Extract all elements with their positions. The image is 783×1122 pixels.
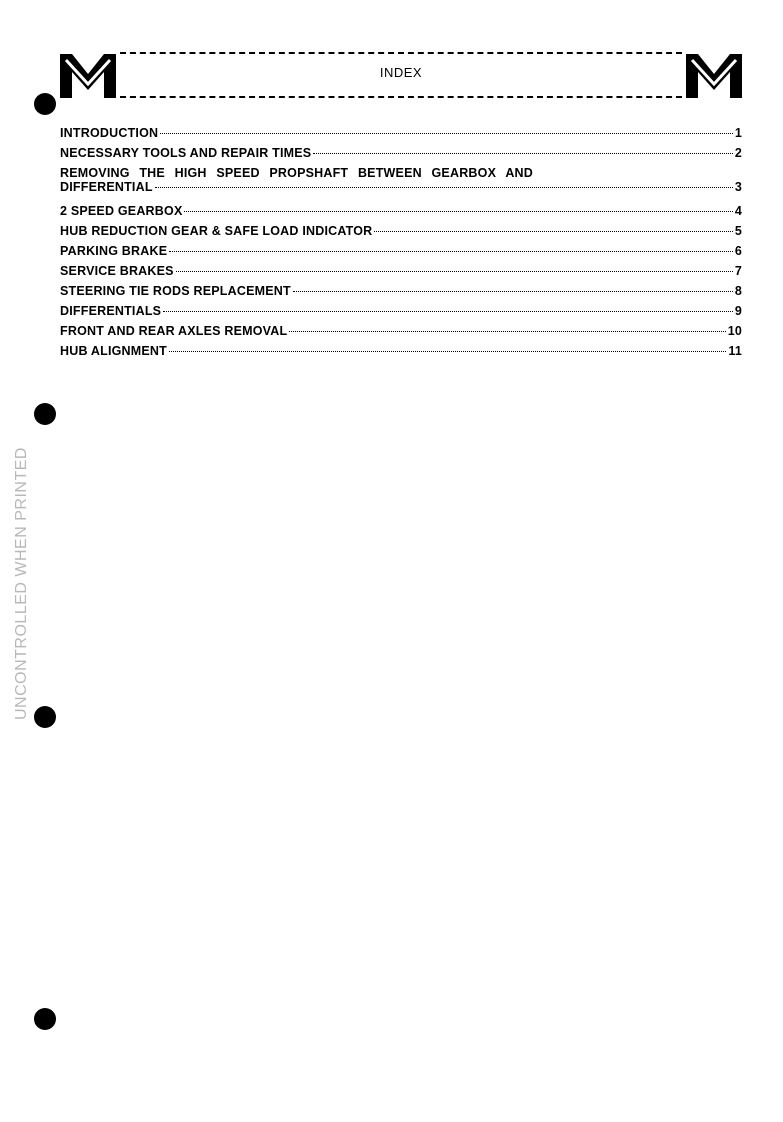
dot-leader: [184, 211, 732, 212]
toc-entry[interactable]: [60, 344, 742, 364]
toc-entry-title: DIFFERENTIALS: [60, 304, 162, 318]
toc-entry-title: SERVICE BRAKES: [60, 264, 174, 278]
manufacturer-logo-icon: [684, 50, 744, 102]
dot-leader: [169, 351, 726, 352]
toc-entry[interactable]: [60, 244, 742, 264]
toc-entry[interactable]: [60, 224, 742, 244]
page-header: [58, 50, 744, 102]
toc-page-number: 11: [728, 344, 742, 358]
toc-page-number: 5: [734, 224, 742, 238]
dot-leader: [163, 311, 733, 312]
toc-entry-title: REMOVING THE HIGH SPEED PROPSHAFT BETWEEN GEARBOX AND: [60, 166, 534, 180]
header-rule-top: [120, 52, 682, 54]
dot-leader: [289, 331, 725, 332]
toc-entry-title: HUB REDUCTION GEAR & SAFE LOAD INDICATOR: [60, 224, 373, 238]
dot-leader: [293, 291, 733, 292]
toc-entry-title: INTRODUCTION: [60, 126, 159, 140]
toc-page-number: 2: [734, 146, 742, 160]
uncontrolled-stamp: UNCONTROLLED WHEN PRINTED: [13, 447, 30, 720]
toc-entry-title: FRONT AND REAR AXLES REMOVAL: [60, 324, 288, 338]
dot-leader: [169, 251, 733, 252]
toc-page-number: 4: [734, 204, 742, 218]
toc-entry-title: DIFFERENTIAL: [60, 180, 153, 194]
dot-leader: [176, 271, 733, 272]
toc-entry[interactable]: [60, 126, 742, 146]
toc-entry[interactable]: [60, 264, 742, 284]
toc-page-number: 6: [734, 244, 742, 258]
toc-entry-title: 2 SPEED GEARBOX: [60, 204, 183, 218]
binder-hole-icon: [34, 93, 56, 115]
toc-entry-title: NECESSARY TOOLS AND REPAIR TIMES: [60, 146, 312, 160]
binder-hole-icon: [34, 403, 56, 425]
toc-page-number: 1: [734, 126, 742, 140]
dot-leader: [160, 133, 733, 134]
toc-entry[interactable]: [60, 146, 742, 166]
toc-entry-title: STEERING TIE RODS REPLACEMENT: [60, 284, 291, 298]
toc-page-number: 10: [727, 324, 742, 338]
toc-entry[interactable]: [60, 284, 742, 304]
binder-hole-icon: [34, 706, 56, 728]
toc-entry-title: HUB ALIGNMENT: [60, 344, 167, 358]
toc-entry[interactable]: [60, 324, 742, 344]
page-title: INDEX: [379, 65, 423, 80]
dot-leader: [155, 187, 733, 188]
toc-entry[interactable]: [60, 204, 742, 224]
toc-entry[interactable]: [60, 304, 742, 324]
toc-entry[interactable]: [60, 166, 742, 204]
toc-page-number: 7: [734, 264, 742, 278]
dot-leader: [374, 231, 732, 232]
dot-leader: [313, 153, 733, 154]
toc-entry-title-line: [60, 166, 742, 180]
toc-page-number: 8: [734, 284, 742, 298]
table-of-contents: [60, 126, 742, 364]
toc-page-number: 9: [734, 304, 742, 318]
toc-entry-title-line: [60, 180, 742, 194]
toc-page-number: 3: [734, 180, 742, 194]
header-rule-bottom: [120, 96, 682, 98]
toc-entry-title: PARKING BRAKE: [60, 244, 168, 258]
binder-hole-icon: [34, 1008, 56, 1030]
